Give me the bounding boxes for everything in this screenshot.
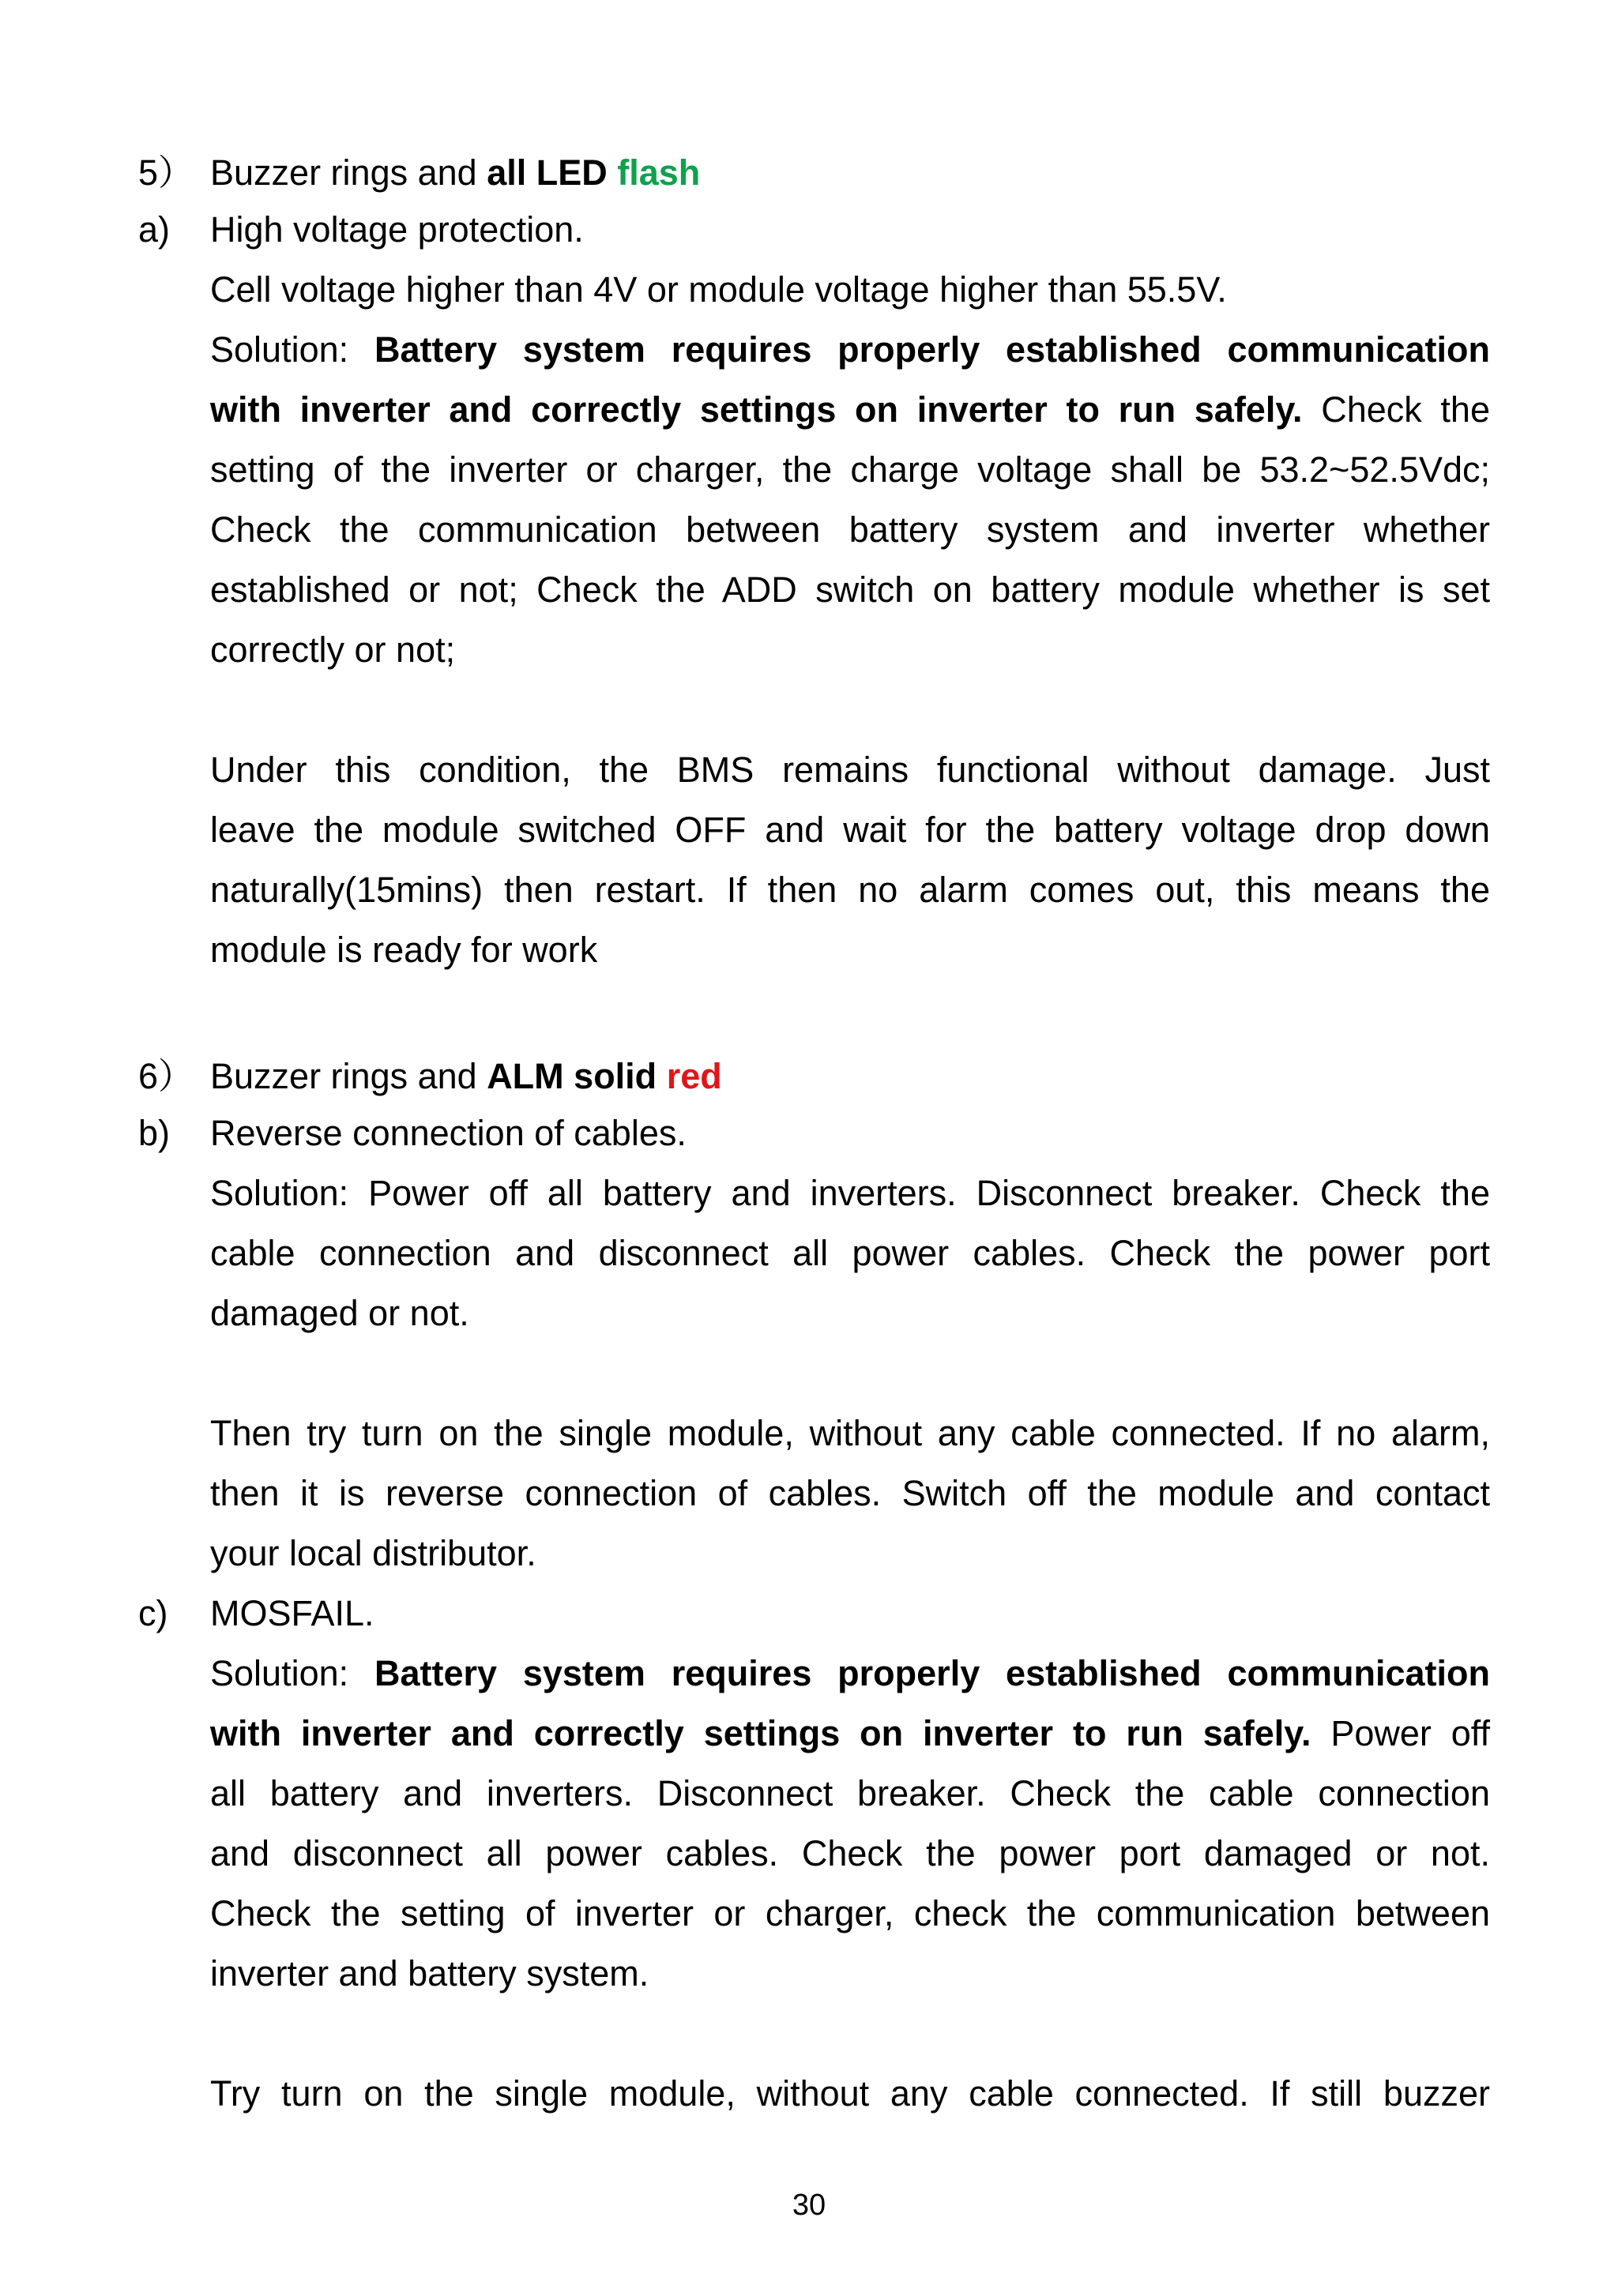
- item-c-solution-rest-1: Power off: [1311, 1713, 1490, 1753]
- item-c-title: MOSFAIL.: [210, 1593, 374, 1633]
- item-b-solution-line-3: damaged or not.: [210, 1293, 469, 1333]
- item-c-solution-line-4: and disconnect all power cables. Check the power port damaged or not.: [210, 1833, 1490, 1873]
- item-b-title: Reverse connection of cables.: [210, 1113, 687, 1153]
- item-a-solution-line-4: Check the communication between battery system and inverter whether: [210, 509, 1490, 550]
- item-c-solution-line-5: Check the setting of inverter or charger, check the communication between: [210, 1893, 1490, 1933]
- item-b-solution-line-1: Solution: Power off all battery and inverters. Disconnect breaker. Check the: [210, 1173, 1490, 1213]
- section-5-heading: [210, 152, 1490, 194]
- section-6-heading-bold: ALM solid: [487, 1056, 657, 1096]
- item-a-solution-bold-2: with inverter and correctly settings on inverter to run safely.: [210, 389, 1303, 430]
- item-b-note-line-1: Then try turn on the single module, without any cable connected. If no alarm,: [210, 1413, 1490, 1453]
- section-5-heading-bold: all LED: [487, 152, 608, 193]
- item-a-solution-rest-1: Check the: [1302, 389, 1490, 430]
- item-c-note-line-1: Try turn on the single module, without any cable connected. If still buzzer: [210, 2073, 1490, 2114]
- item-a-solution-label: Solution:: [210, 329, 374, 370]
- item-a-marker: a): [138, 209, 171, 250]
- item-a-detail: Cell voltage higher than 4V or module voltage higher than 55.5V.: [210, 269, 1227, 310]
- item-c-marker: c): [138, 1593, 168, 1633]
- section-6-heading-red: red: [666, 1056, 722, 1096]
- section-5-heading-flash: flash: [617, 152, 701, 193]
- item-c-solution-line-1: [210, 1652, 1490, 1695]
- item-a-note-line-1: Under this condition, the BMS remains functional without damage. Just: [210, 750, 1490, 790]
- item-b-note-line-3: your local distributor.: [210, 1533, 536, 1573]
- section-5-heading-plain: Buzzer rings and: [210, 152, 487, 193]
- item-b-marker: b): [138, 1113, 171, 1153]
- item-a-solution-bold-1: Battery system requires properly established communication: [374, 329, 1490, 370]
- section-6-heading-space: [657, 1056, 667, 1096]
- item-a-solution-line-6: correctly or not;: [210, 629, 456, 670]
- item-b-note-line-2: then it is reverse connection of cables. Switch off the module and contact: [210, 1473, 1490, 1513]
- section-5-heading-space: [608, 152, 618, 193]
- item-a-solution-line-3: setting of the inverter or charger, the charge voltage shall be 53.2~52.5Vdc;: [210, 449, 1490, 490]
- item-a-note-line-3: naturally(15mins) then restart. If then no alarm comes out, this means the: [210, 870, 1490, 910]
- item-c-solution-bold-2: with inverter and correctly settings on inverter to run safely.: [210, 1713, 1311, 1753]
- item-a-solution-line-5: established or not; Check the ADD switch on battery module whether is set: [210, 569, 1490, 610]
- section-6-heading-plain: Buzzer rings and: [210, 1056, 487, 1096]
- section-6-marker: 6）: [138, 1056, 194, 1096]
- item-c-solution-bold-1: Battery system requires properly established communication: [374, 1653, 1490, 1693]
- page-number: 30: [792, 2189, 826, 2222]
- item-a-note-line-2: leave the module switched OFF and wait for the battery voltage drop down: [210, 810, 1490, 850]
- section-5-marker: 5）: [138, 152, 194, 193]
- item-c-solution-line-3: all battery and inverters. Disconnect breaker. Check the cable connection: [210, 1773, 1490, 1813]
- item-c-solution-label: Solution:: [210, 1653, 374, 1693]
- item-c-solution-line-6: inverter and battery system.: [210, 1953, 649, 1993]
- item-c-solution-line-2: [210, 1712, 1490, 1755]
- item-a-title: High voltage protection.: [210, 209, 584, 250]
- item-b-solution-line-2: cable connection and disconnect all power cables. Check the power port: [210, 1233, 1490, 1273]
- section-6-heading: [210, 1055, 1490, 1098]
- item-a-note-line-4: module is ready for work: [210, 930, 598, 970]
- item-a-solution-line-2: [210, 389, 1490, 431]
- item-a-solution-line-1: [210, 329, 1490, 371]
